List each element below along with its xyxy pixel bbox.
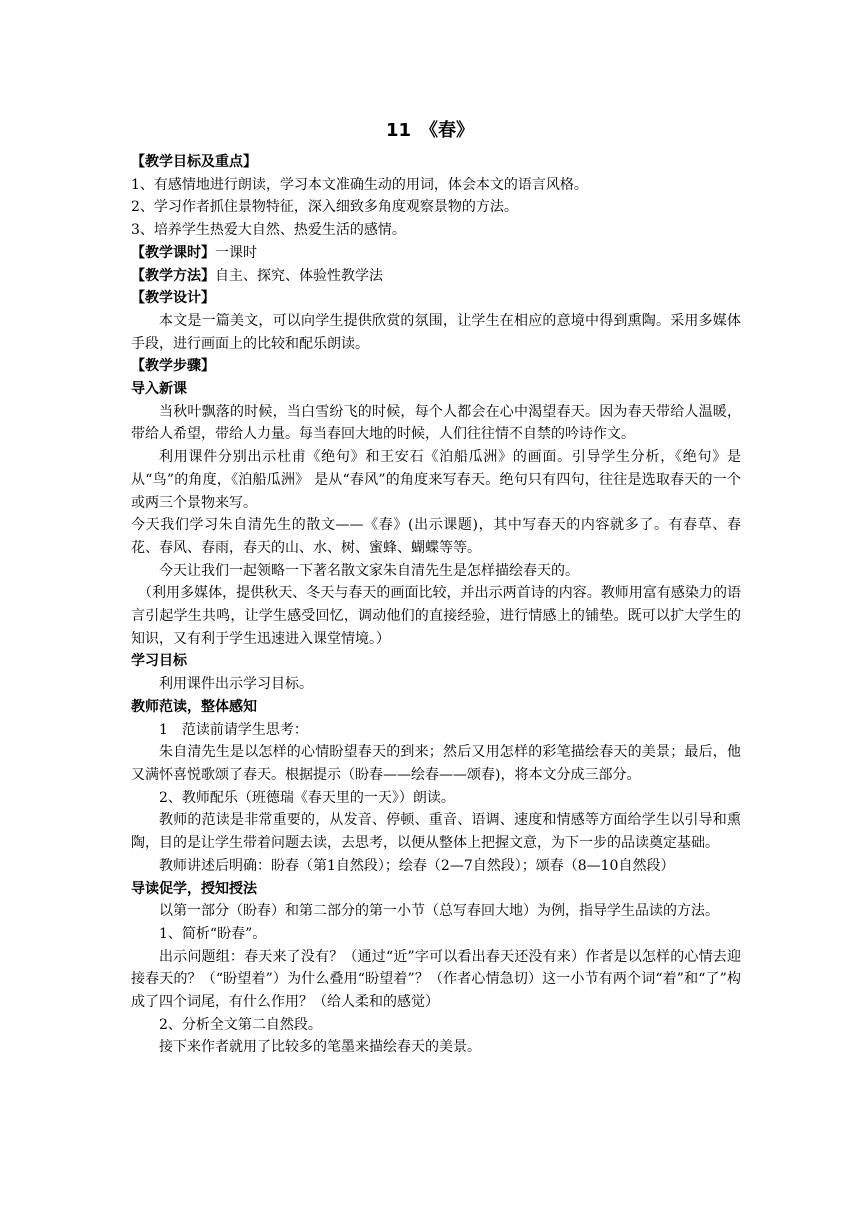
guide-paragraph-1: 以第一部分（盼春）和第二部分的第一小节（总写春回大地）为例，指导学生品读的方法。 [159, 903, 719, 920]
reading-paragraph-4: 教师的范读是非常重要的，从发音、停顿、重音、语调、速度和情感等方面给学生以引导和熏陶，目的是让学生带着问题去读，去思考，以便从整体上把握文意，为下一步的品读奠定基础。 [131, 812, 741, 852]
methods-value: 自主、探究、体验性教学法 [215, 267, 383, 284]
guide-paragraph-4: 2、分析全文第二自然段。 [159, 1016, 322, 1033]
intro-paragraph-5: （利用多媒体，提供秋天、冬天与春天的画面比较，并出示两首诗的内容。教师用富有感染力的语言引起学生共鸣，让学生感受回忆，调动他们的直接经验，进行情感上的铺垫。既可以扩大学生的知识，又有利于学生迅速进入课堂情境。） [131, 585, 741, 647]
design-heading: 【教学设计】 [131, 290, 215, 307]
hours-line [131, 242, 741, 265]
guide-paragraph-5: 接下来作者就用了比较多的笔墨来描绘春天的美景。 [159, 1039, 481, 1056]
intro-paragraph-3: 今天我们学习朱自清先生的散文——《春》(出示课题)，其中写春天的内容就多了。有春草、春花、春风、春雨，春天的山、水、树、蜜蜂、蝴蝶等等。 [131, 517, 741, 556]
target-paragraph: 利用课件出示学习目标。 [159, 676, 313, 693]
reading-paragraph-5: 教师讲述后明确：盼春（第1自然段）；绘春（2—7自然段）；颂春（8—10自然段） [159, 857, 675, 874]
guide-paragraph-3: 出示问题组：春天来了没有？（通过“近”字可以看出春天还没有来）作者是以怎样的心情去迎接春天的？（“盼望着”）为什么叠用“盼望着”？（作者心情急切）这一小节有两个词“着”和“了”构成了四个词尾，有什么作用？（给人柔和的感觉） [131, 948, 741, 1011]
goals-heading: 【教学目标及重点】 [131, 154, 257, 170]
hours-value: 一课时 [215, 244, 257, 261]
goal-item-1: 1、有感情地进行朗读，学习本文准确生动的用词，体会本文的语言风格。 [131, 176, 588, 193]
guide-paragraph-2: 1、简析“盼春”。 [159, 925, 267, 942]
reading-paragraph-1: 1 范读前请学生思考： [159, 721, 308, 738]
document-body [131, 151, 741, 1059]
reading-paragraph-3: 2、教师配乐（班德瑞《春天里的一天》）朗读。 [159, 789, 455, 806]
intro-paragraph-4: 今天让我们一起领略一下著名散文家朱自清先生是怎样描绘春天的。 [159, 562, 579, 579]
methods-line [131, 265, 741, 288]
reading-paragraph-2: 朱自清先生是以怎样的心情盼望春天的到来；然后又用怎样的彩笔描绘春天的美景；最后，他又满怀喜悦歌颂了春天。根据提示（盼春——绘春——颂春)，将本文分成三部分。 [131, 744, 741, 783]
hours-label: 【教学课时】 [131, 244, 215, 261]
guide-heading: 导读促学，授知授法 [131, 880, 257, 897]
reading-heading: 教师范读，整体感知 [131, 698, 257, 715]
goal-item-3: 3、培养学生热爱大自然、热爱生活的感情。 [131, 222, 406, 239]
lesson-title: 11 《春》 [385, 120, 475, 141]
intro-paragraph-2: 利用课件分别出示杜甫《绝句》和王安石《泊船瓜洲》的画面。引导学生分析，《绝句》是从“鸟”的角度，《泊船瓜洲》 是从“春风”的角度来写春天。绝句只有四句，往往是选取春天的一个或两三个景物来写。 [131, 449, 741, 511]
target-heading: 学习目标 [131, 653, 187, 670]
design-paragraph: 本文是一篇美文，可以向学生提供欣赏的氛围，让学生在相应的意境中得到熏陶。采用多媒体手段，进行画面上的比较和配乐朗读。 [131, 312, 741, 352]
intro-paragraph-1: 当秋叶飘落的时候，当白雪纷飞的时候，每个人都会在心中渴望春天。因为春天带给人温暖，带给人希望，带给人力量。每当春回大地的时候，人们往往情不自禁的吟诗作文。 [131, 403, 741, 443]
steps-heading: 【教学步骤】 [131, 358, 215, 375]
methods-label: 【教学方法】 [131, 267, 215, 284]
goal-item-2: 2、学习作者抓住景物特征，深入细致多角度观察景物的方法。 [131, 199, 518, 216]
intro-heading: 导入新课 [131, 381, 187, 398]
